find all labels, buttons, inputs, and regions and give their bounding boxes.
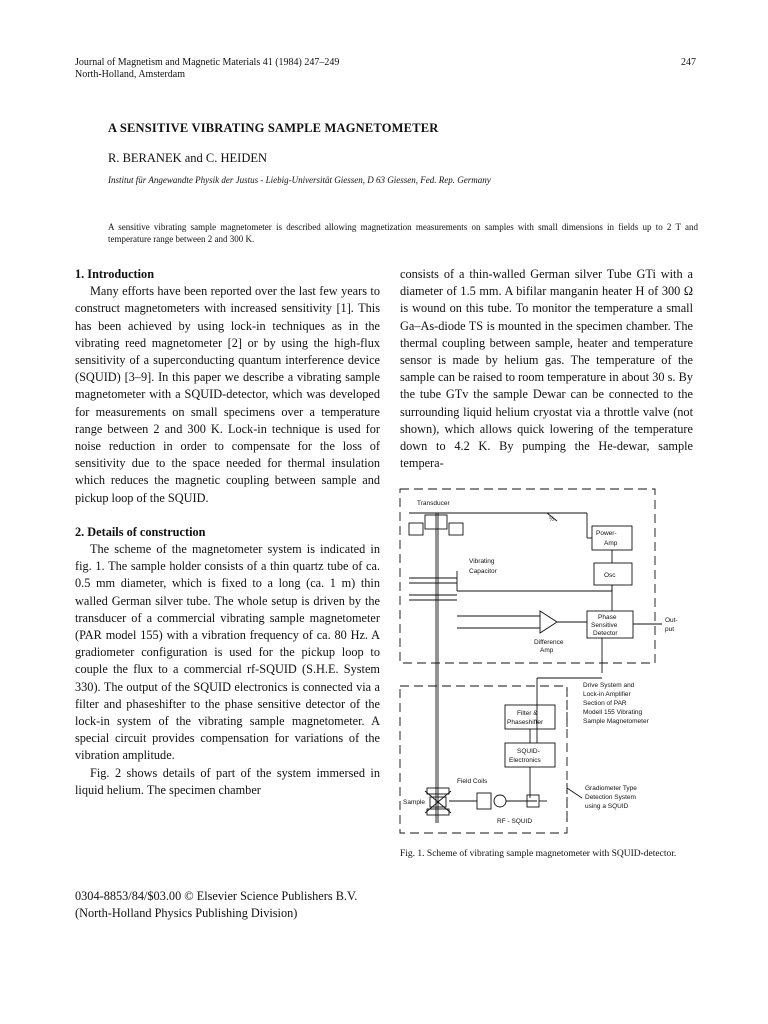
paper-authors: R. BERANEK and C. HEIDEN — [108, 151, 268, 165]
label-gradiometer-3: using a SQUID — [585, 803, 629, 810]
schematic-diagram — [397, 483, 697, 843]
publisher-line: North-Holland, Amsterdam — [75, 69, 185, 80]
right-column — [400, 266, 693, 472]
label-filter-2: Phaseshifter — [507, 719, 544, 726]
journal-line: Journal of Magnetism and Magnetic Materials 41 (1984) 247–249 — [75, 57, 340, 68]
label-phase-1: Phase — [598, 614, 617, 621]
journal-header — [75, 57, 339, 81]
copyright-line: 0304-8853/84/$03.00 © Elsevier Science Publishers B.V. — [75, 889, 358, 903]
label-power-amp-2: Amp — [604, 540, 618, 547]
label-drive-4: Modell 155 Vibrating — [583, 709, 643, 716]
label-drive-1: Drive System and — [583, 682, 635, 689]
label-transducer: Transducer — [417, 500, 450, 507]
label-phase-2: Sensitive — [591, 622, 618, 629]
copyright-footer — [75, 888, 357, 922]
section-heading-construction: 2. Details of construction — [75, 524, 206, 539]
label-output-2: put — [665, 626, 675, 633]
label-drive-5: Sample Magnetometer — [583, 718, 649, 725]
label-half: ½ — [549, 516, 555, 523]
paragraph-specimen-chamber: consists of a thin-walled German silver Tube GTi with a diameter of 1.5 mm. A bifilar manganin heater H of 300 Ω is wound on this tube. To monitor the temperature a small Ga–As-diode TS is mounted in the specimen chamber. The thermal coupling between sample, heater and temperature sensor is made by helium gas. The temperature of the sample can be raised to room temperature in about 30 s. By the tube GTv the sample Dewar can be connected to the surrounding liquid helium cryostat via a throttle valve (not shown), which allows quick lowering of the temperature down to 4.2 K. By pumping the He-dewar, sample tempera- — [400, 267, 693, 471]
affiliation: Institut für Angewandte Physik der Justus - Liebig-Universität Giessen, D 63 Giessen, Fed. Rep. Germany — [108, 175, 491, 185]
figure-caption: Fig. 1. Scheme of vibrating sample magnetometer with SQUID-detector. — [400, 849, 677, 859]
label-output-1: Out- — [665, 617, 678, 624]
label-squid-2: Electronics — [509, 757, 541, 764]
label-phase-3: Detector — [593, 630, 618, 637]
section-heading-introduction: 1. Introduction — [75, 267, 155, 281]
label-difference-amp-1: Difference — [534, 639, 564, 646]
label-power-amp-1: Power- — [596, 530, 617, 537]
paper-title: A SENSITIVE VIBRATING SAMPLE MAGNETOMETER — [108, 121, 439, 135]
paragraph-construction: The scheme of the magnetometer system is indicated in fig. 1. The sample holder consists of a thin quartz tube of ca. 0.5 mm diameter, which is fixed to a long (ca. 1 m) thin walled German silver tube. The whole setup is driven by the transducer of a commercial vibrating sample magnetometer (PAR model 155) with a vibration frequency of ca. 80 Hz. A gradiometer configuration is used for the pickup loop to couple the flux to a commercial rf-SQUID (S.H.E. System 330). The output of the SQUID electronics is connected via a filter and phaseshifter to the phase sensitive detector of the lock-in system of the vibrating sample magnetometer. A special circuit provides compensation for variations of the vibration amplitude. — [75, 542, 380, 763]
label-sample: Sample — [403, 799, 426, 806]
label-field-coils: Field Coils — [457, 778, 488, 785]
paragraph-fig2: Fig. 2 shows details of part of the system immersed in liquid helium. The specimen chamber — [75, 765, 380, 797]
label-vibrating-capacitor-2: Capacitor — [469, 568, 497, 575]
page-number: 247 — [681, 57, 696, 68]
label-squid-1: SQUID- — [517, 748, 540, 755]
left-column — [75, 266, 380, 799]
paragraph-introduction: Many efforts have been reported over the last few years to construct magnetometers with increased sensitivity [1]. This has been achieved by using lock-in techniques as in the vibrating reed magnetometer [2] or by using the high-flux sensitivity of a superconducting quantum interference device (SQUID) [3–9]. In this paper we describe a vibrating sample magnetometer with a SQUID-detector, which was developed for measurements on small specimens over a temperature range between 2 and 300 K. Lock-in technique is used for noise reduction in order to compensate for the loss of sensitivity due to the space needed for thermal insulation which reduces the magnetic coupling between sample and pickup loop of the SQUID. — [75, 284, 380, 505]
label-osc: Osc — [604, 572, 616, 579]
label-difference-amp-2: Amp — [540, 647, 554, 654]
figure-1-schematic — [397, 483, 697, 843]
label-drive-2: Lock-in Amplifier — [583, 691, 631, 698]
label-filter-1: Filter & — [517, 710, 538, 717]
label-vibrating-capacitor-1: Vibrating — [469, 558, 495, 565]
label-rf-squid: RF - SQUID — [497, 818, 533, 825]
label-drive-3: Section of PAR — [583, 700, 627, 707]
label-gradiometer-2: Detection System — [585, 794, 636, 801]
division-line: (North-Holland Physics Publishing Division) — [75, 906, 298, 920]
abstract: A sensitive vibrating sample magnetometer is described allowing magnetization measurements on samples with small dimensions in fields up to 2 T and temperature range between 2 and 300 K. — [108, 222, 698, 244]
label-gradiometer-1: Gradiometer Type — [585, 785, 637, 792]
